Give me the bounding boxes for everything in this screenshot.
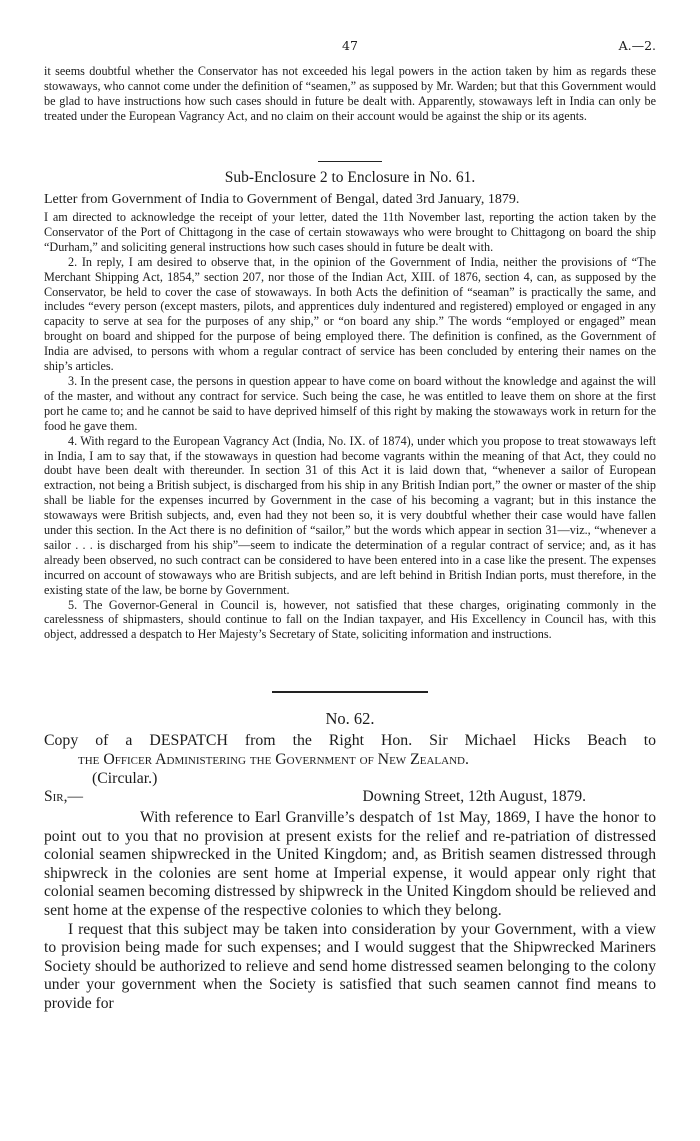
despatch-number: No. 62. (325, 709, 375, 728)
letter-paragraph-3: 3. In the present case, the persons in question appear to have come on board without the knowledge and against the will of the master, and without any contract for service. Such being the case, he was entitled to leave them on shore at the first port he came to; and he cannot be said to have deprived himself of this right by making the stowaways work in return for the food he gave them. (44, 373, 656, 433)
page-header (0, 38, 700, 54)
despatch-title (44, 731, 656, 788)
continuation-block (44, 64, 656, 124)
salutation-row (44, 788, 656, 808)
continuation-paragraph: it seems doubtful whether the Conservator has not exceeded his legal powers in the action taken by him as regards these stowaways, who cannot come under the definition of “seamen,” as supposed by Mr. Warden; but that this Government would be glad to have instructions how such cases should in future be dealt with. Apparently, stowaways left in India can only be treated under the European Vagrancy Act, and no claim on their account would be against the ship or its agents. (44, 64, 656, 123)
dateline: Downing Street, 12th August, 1879. (362, 788, 586, 805)
despatch-title-line-2: the Officer Administering the Government of New Zealand. (78, 751, 469, 768)
salutation: Sir,— (44, 788, 83, 805)
letter-paragraph-2: 2. In reply, I am desired to observe that, in the opinion of the Government of India, neither the provisions of “The Merchant Shipping Act, 1854,” section 207, nor those of the Indian Act, XIII. of 1876, section 4, can, as supposed by the Conservator, be held to cover the case of stowaways. In both Acts the definition of “seaman” is practically the same, and includes “every person (except masters, pilots, and apprentices duly indentured and registered) employed or engaged in any capacity to serve at sea for the purposes of any ship,” or “on board any ship.” The words “employed or engaged” mean brought on board and shipped for the purpose of being employed there. The definition is confined, as the Government of India are advised, to persons with whom a regular contract of service has been concluded by entering their names on the ship’s articles. (44, 254, 656, 374)
despatch-paragraph-2: I request that this subject may be taken into consideration by your Government, with a view to provision being made for such expenses; and I would suggest that the Shipwrecked Mariners Society should be authorized to relieve and send home distressed seamen belonging to the colony under your government when the Society is satisfied that such seamen cannot find means to provide for (44, 920, 656, 1012)
despatch-paragraph-1: With reference to Earl Granville’s despatch of 1st May, 1869, I have the honor to point out to you that no provision at present exists for the relief and re-patriation of distressed colonial seamen shipwrecked in the United Kingdom; and, as British seamen distressed through shipwreck in the colonies are sent home at Imperial expense, it would appear only right that colonial seamen becoming distressed by shipwreck in the United Kingdom should be relieved and sent home at the expense of the respective colonies to which they belong. (44, 809, 656, 919)
letter-paragraph-1: I am directed to acknowledge the receipt of your letter, dated the 11th November last, reporting the action taken by the Conservator of the Port of Chittagong in the case of certain stowaways who were brought to Chittagong on board the ship “Durham,” and soliciting general instructions how such cases should in future be dealt with. (44, 210, 656, 254)
major-divider (272, 691, 428, 693)
letter-heading: Letter from Government of India to Government of Bengal, dated 3rd January, 1879. (44, 192, 520, 207)
despatch-title-line-1: Copy of a DESPATCH from the Right Hon. Sir Michael Hicks Beach to (44, 732, 656, 749)
document-code: A.—2. (618, 38, 656, 53)
sub-enclosure-title: Sub-Enclosure 2 to Enclosure in No. 61. (224, 169, 476, 186)
page-number: 47 (342, 38, 358, 53)
letter-body (44, 210, 656, 642)
despatch-title-line-3: (Circular.) (92, 770, 158, 787)
section-divider (318, 161, 382, 162)
letter-paragraph-5: 5. The Governor-General in Council is, however, not satisfied that these charges, originating commonly in the carelessness of shipmasters, should continue to fall on the Indian taxpayer, and His Excellency in Council has, with this object, addressed a despatch to Her Majesty’s Secretary of State, soliciting information and instructions. (44, 597, 656, 642)
letter-paragraph-4: 4. With regard to the European Vagrancy Act (India, No. IX. of 1874), under which you propose to treat stowaways left in India, I am to say that, if the stowaways in question had become vagrants within the meaning of that Act, they could no doubt have been dealt with thereunder. In section 31 of this Act it is laid down that, “whenever a sailor of European extraction, not being a British subject, is discharged from his ship in any British Indian port,” the owner or master of the ship shall be liable for the expenses incurred by Government in the case of his becoming a vagrant; but in this instance the stowaways were British subjects, and, even had they not been so, it is very doubtful whether their case would have fallen under this section. In the Act there is no definition of “sailor,” but the words which appear in section 31—viz., “whenever a sailor . . . is discharged from his ship”—seem to indicate the determination of a regular contract of service; and, as it has already been observed, no such contract can be considered to have been entered into in a case like the present. The expenses incurred on account of stowaways who are British subjects, and are left behind in British Indian ports, must therefore, in the existing state of the law, be borne by Government. (44, 433, 656, 597)
despatch-body (44, 809, 656, 1014)
